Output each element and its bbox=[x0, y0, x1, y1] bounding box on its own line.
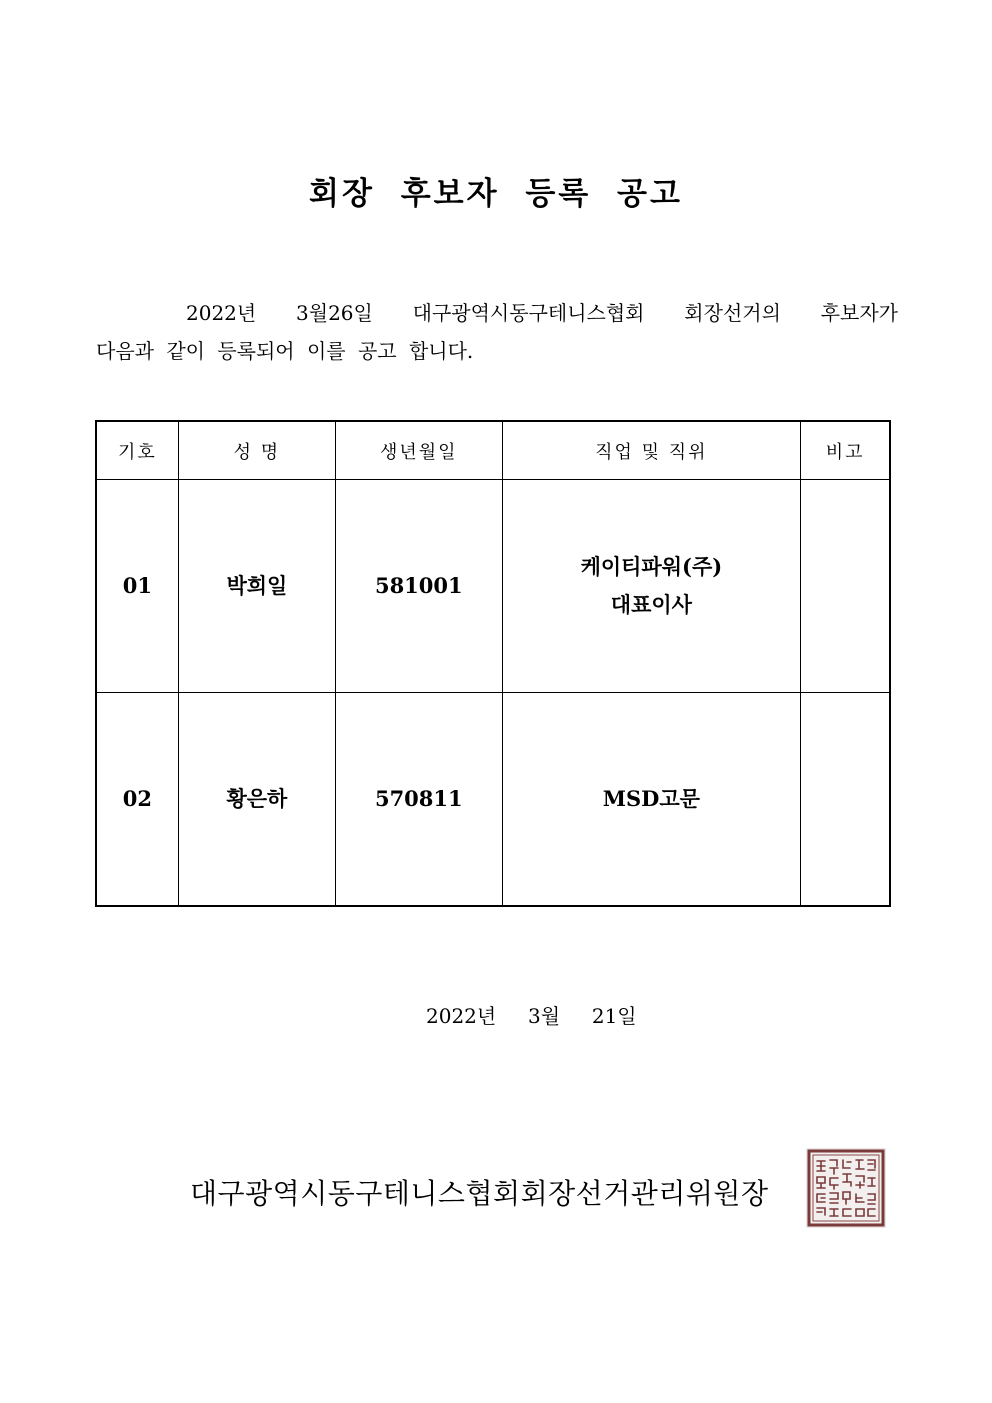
candidate-note bbox=[801, 693, 890, 907]
date-year: 2022년 bbox=[426, 1004, 497, 1028]
candidate-birthdate: 570811 bbox=[336, 693, 502, 907]
intro-line-2: 다음과 같이 등록되어 이를 공고 합니다. bbox=[96, 339, 474, 363]
header-job: 직업 및 직위 bbox=[502, 421, 801, 480]
candidate-table bbox=[95, 420, 891, 907]
date-day: 21일 bbox=[591, 1004, 637, 1028]
candidate-job-line-1: MSD고문 bbox=[602, 786, 700, 811]
table-row bbox=[96, 693, 890, 907]
candidate-name: 박희일 bbox=[178, 480, 335, 693]
candidate-job bbox=[502, 480, 801, 693]
table-row bbox=[96, 480, 890, 693]
candidate-number: 02 bbox=[96, 693, 178, 907]
header-birthdate: 생년월일 bbox=[336, 421, 502, 480]
date-month: 3월 bbox=[528, 1004, 561, 1028]
document-title: 회장 후보자 등록 공고 bbox=[309, 176, 683, 212]
candidate-number: 01 bbox=[96, 480, 178, 693]
candidate-job-line-2: 대표이사 bbox=[610, 592, 692, 617]
candidate-birthdate: 581001 bbox=[336, 480, 502, 693]
intro-paragraph bbox=[96, 294, 898, 370]
official-seal-icon bbox=[806, 1148, 886, 1228]
intro-line-1: 2022년 3월26일 대구광역시동구테니스협회 회장선거의 후보자가 bbox=[186, 301, 898, 325]
candidate-job-line-1: 케이티파워(주) bbox=[580, 554, 723, 579]
header-name: 성 명 bbox=[178, 421, 335, 480]
header-note: 비고 bbox=[801, 421, 890, 480]
candidate-note bbox=[801, 480, 890, 693]
header-number: 기호 bbox=[96, 421, 178, 480]
announcement-date bbox=[426, 1000, 637, 1029]
signature-line: 대구광역시동구테니스협회회장선거관리위원장 bbox=[190, 1177, 769, 1210]
table-header-row bbox=[96, 421, 890, 480]
candidate-job bbox=[502, 693, 801, 907]
candidate-name: 황은하 bbox=[178, 693, 335, 907]
